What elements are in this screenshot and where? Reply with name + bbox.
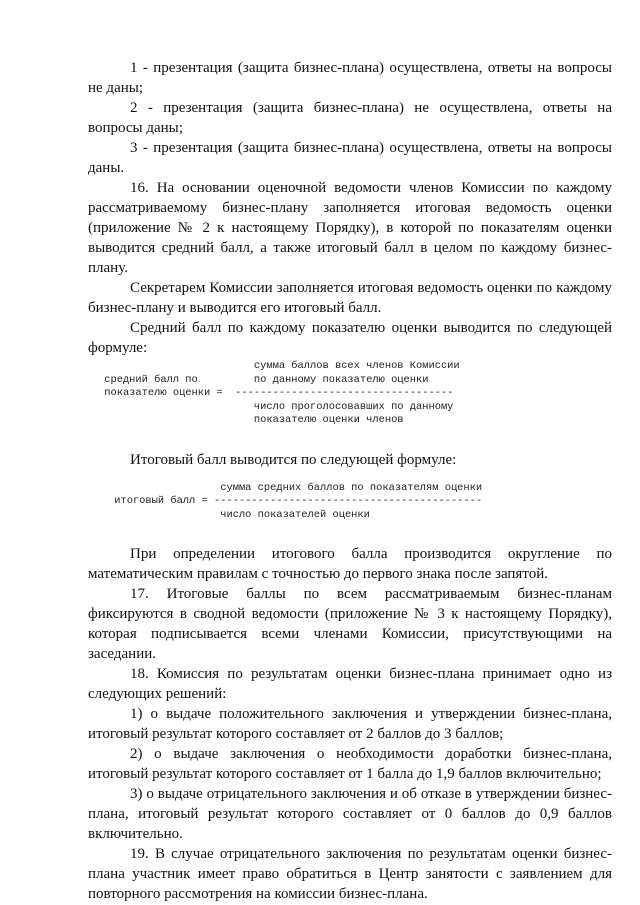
paragraph-18: 18. Комиссия по результатам оценки бизнес-плана принимает одно из следующих решений:	[88, 666, 612, 702]
paragraph-16: 16. На основании оценочной ведомости членов Комиссии по каждому рассматриваемому бизнес-плану заполняется итоговая ведомость оценки (приложение № 2 к настоящему Порядку), в которой по показателям оценки выводится средний балл, а также итоговый балл в целом по каждому бизнес-плану.	[88, 180, 612, 276]
decision-2: 2) о выдаче заключения о необходимости доработки бизнес-плана, итоговый результат которого составляет от 1 балла до 1,9 баллов включительно;	[88, 746, 612, 782]
criterion-2: 2 - презентация (защита бизнес-плана) не осуществлена, ответы на вопросы даны;	[88, 100, 612, 136]
document-page	[88, 58, 612, 904]
paragraph-average-formula-intro: Средний балл по каждому показателю оценки выводится по следующей формуле:	[88, 320, 612, 356]
paragraph-rounding: При определении итогового балла производится округление по математическим правилам с точностью до первого знака после запятой.	[88, 546, 612, 582]
paragraph-secretary: Секретарем Комиссии заполняется итоговая ведомость оценки по каждому бизнес-плану и выводится его итоговый балл.	[88, 280, 612, 316]
total-score-formula	[108, 482, 612, 523]
formula2-line2: итоговый балл = -------------------------------------------	[108, 495, 483, 507]
decision-1: 1) о выдаче положительного заключения и утверждении бизнес-плана, итоговый результат которого составляет от 2 баллов до 3 баллов;	[88, 706, 612, 742]
formula1-line1: сумма баллов всех членов Комиссии	[98, 360, 460, 372]
criterion-3: 3 - презентация (защита бизнес-плана) осуществлена, ответы на вопросы даны.	[88, 140, 612, 176]
total-formula-intro: Итоговый балл выводится по следующей формуле:	[130, 451, 457, 468]
decision-3: 3) о выдаче отрицательного заключения и об отказе в утверждении бизнес-плана, итоговый результат которого составляет от 0 баллов до 0,9 баллов включительно.	[88, 786, 612, 842]
formula2-line1: сумма средних баллов по показателям оценки	[108, 481, 483, 494]
formula1-line5: показателю оценки членов	[98, 414, 404, 426]
average-score-formula	[98, 360, 612, 428]
formula1-line2: средний балл по по данному показателю оценки	[98, 373, 429, 386]
paragraph-17: 17. Итоговые баллы по всем рассматриваемым бизнес-планам фиксируются в сводной ведомости (приложение № 3 к настоящему Порядку), которая подписывается всеми членами Комиссии, присутствующими на заседании.	[88, 586, 612, 662]
formula1-line3: показателю оценки = -----------------------------------	[98, 387, 454, 399]
paragraph-19: 19. В случае отрицательного заключения по результатам оценки бизнес-плана участник имеет право обратиться в Центр занятости с заявлением для повторного рассмотрения на комиссии бизнес-плана.	[88, 846, 612, 902]
criterion-1: 1 - презентация (защита бизнес-плана) осуществлена, ответы на вопросы не даны;	[88, 60, 612, 96]
formula2-line3: число показателей оценки	[108, 508, 370, 521]
formula1-line4: число проголосовавших по данному	[98, 400, 454, 413]
